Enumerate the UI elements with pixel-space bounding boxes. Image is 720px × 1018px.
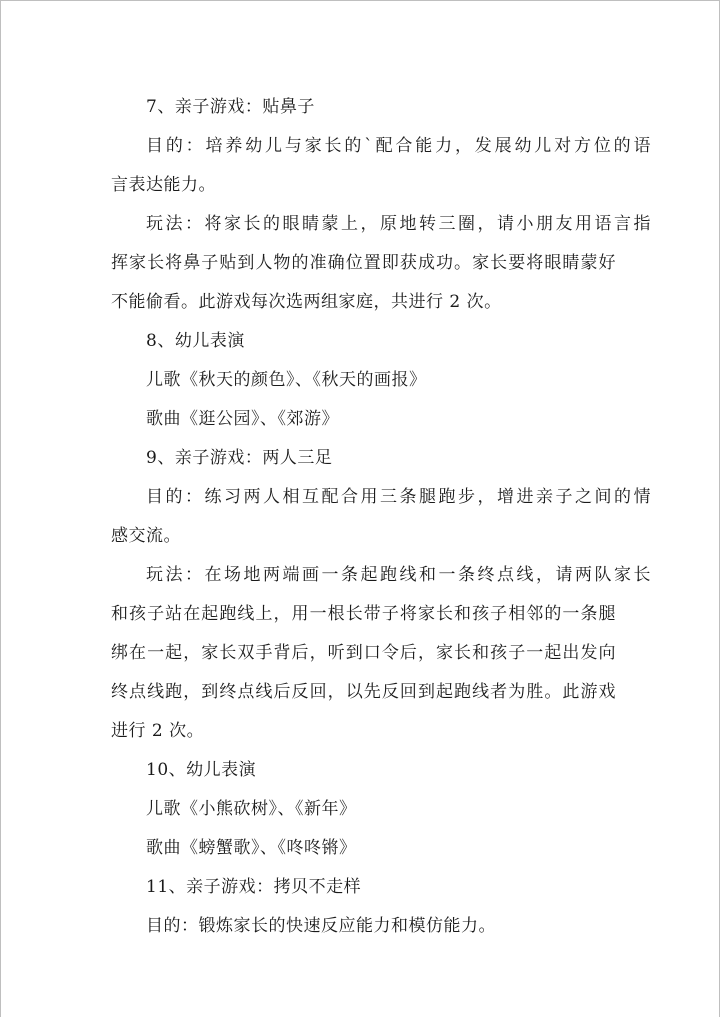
- section-9-heading: 9、亲子游戏：两人三足: [146, 448, 333, 468]
- section-7-rules-line-2: 挥家长将鼻子贴到人物的准确位置即获成功。家长要将眼睛蒙好: [111, 253, 616, 273]
- section-9-rules-line-3: 绑在一起，家长双手背后，听到口令后，家长和孩子一起出发向: [111, 643, 616, 663]
- section-9-purpose-line-2: 感交流。: [111, 526, 181, 546]
- section-9-rules-line-2: 和孩子站在起跑线上，用一根长带子将家长和孩子相邻的一条腿: [111, 604, 616, 624]
- section-10-nursery-rhymes: 儿歌《小熊砍树》、《新年》: [146, 799, 357, 819]
- section-11-heading: 11、亲子游戏：拷贝不走样: [146, 877, 362, 897]
- section-9-purpose-line-1: 目的：练习两人相互配合用三条腿跑步，增进亲子之间的情: [146, 487, 651, 507]
- section-7-heading: 7、亲子游戏：贴鼻子: [146, 97, 315, 117]
- section-10-songs: 歌曲《螃蟹歌》、《咚咚锵》: [146, 838, 357, 858]
- section-8-heading: 8、幼儿表演: [146, 331, 245, 351]
- section-7-purpose-line-1: 目的：培养幼儿与家长的`配合能力，发展幼儿对方位的语: [146, 136, 651, 156]
- section-9-rules-line-5: 进行 2 次。: [111, 721, 205, 741]
- section-9-rules-line-1: 玩法：在场地两端画一条起跑线和一条终点线，请两队家长: [146, 565, 651, 585]
- section-7-rules-line-3: 不能偷看。此游戏每次选两组家庭，共进行 2 次。: [111, 292, 502, 312]
- section-9-rules-line-4: 终点线跑，到终点线后反回，以先反回到起跑线者为胜。此游戏: [111, 682, 616, 702]
- section-8-songs: 歌曲《逛公园》、《郊游》: [146, 409, 339, 429]
- section-7-rules-line-1: 玩法：将家长的眼睛蒙上，原地转三圈，请小朋友用语言指: [146, 214, 651, 234]
- section-10-heading: 10、幼儿表演: [146, 760, 257, 780]
- section-7-purpose-line-2: 言表达能力。: [111, 175, 216, 195]
- section-11-purpose: 目的：锻炼家长的快速反应能力和模仿能力。: [146, 916, 496, 936]
- section-8-nursery-rhymes: 儿歌《秋天的颜色》、《秋天的画报》: [146, 370, 427, 390]
